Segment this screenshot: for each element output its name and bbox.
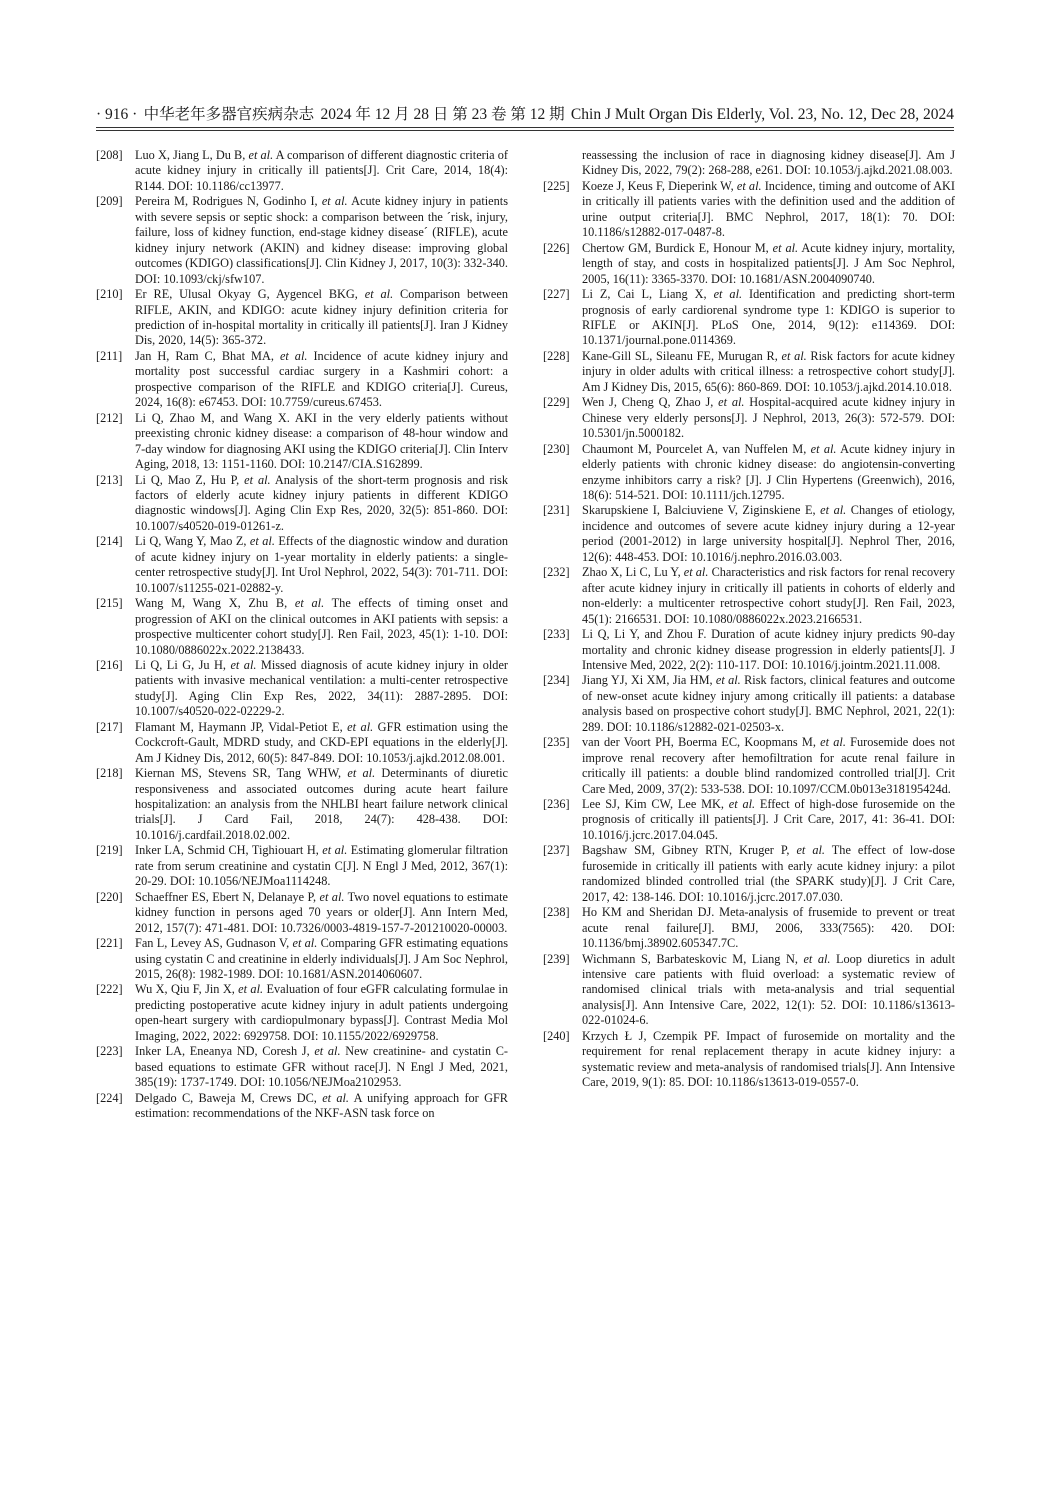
reference-item — [543, 1029, 955, 1091]
reference-number: [235] — [543, 735, 570, 750]
header-rule-bottom — [96, 130, 954, 131]
reference-item — [543, 952, 955, 1029]
reference-text: Delgado C, Baweja M, Crews DC, et al. A unifying approach for GFR estimation: recommendations of the NKF-ASN task force on — [135, 1090, 508, 1121]
reference-text: Lee SJ, Kim CW, Lee MK, et al. Effect of high-dose furosemide on the prognosis of critically ill patients[J]. J Crit Care, 2017, 41: 36-41. DOI: 10.1016/j.jcrc.2017.04.045. — [582, 797, 955, 842]
reference-text: Li Q, Li G, Ju H, et al. Missed diagnosis of acute kidney injury in older patients with invasive mechanical ventilation: a multi-center retrospective study[J]. Aging Clin Exp Res, 2022, 34(11): 2887-2895. DOI: 10.1007/s40520-022-02229-2. — [135, 657, 508, 719]
reference-text: Jan H, Ram C, Bhat MA, et al. Incidence of acute kidney injury and mortality post successful cardiac surgery in a Kashmiri cohort: a prospective comparison of the RIFLE and KDIGO criteria[J]. Cureus, 2024, 16(8): e67453. DOI: 10.7759/cureus.67453. — [135, 348, 508, 410]
reference-item — [96, 982, 508, 1044]
reference-text: Ho KM and Sheridan DJ. Meta-analysis of frusemide to prevent or treat acute renal failure[J]. BMJ, 2006, 333(7565): 420. DOI: 10.1136/bmj.38902.605347.7C. — [582, 905, 955, 951]
reference-number: [228] — [543, 348, 570, 363]
reference-text: Li Q, Zhao M, and Wang X. AKI in the very elderly patients without preexisting chronic kidney disease: a comparison of 48-hour window and 7-day window for diagnosing AKI using the KDIGO criteria[J]. Clin Interv Aging, 2018, 13: 1151-1160. DOI: 10.2147/CIA.S162899. — [135, 410, 508, 472]
reference-text: van der Voort PH, Boerma EC, Koopmans M, et al. Furosemide does not improve renal recovery after hemofiltration for acute renal failure in critically ill patients: a double blind randomized controlled trial[J]. Crit Care Med, 2009, 37(2): 533-538. DOI: 10.1097/CCM.0b013e318195424d. — [582, 735, 955, 796]
reference-number: [217] — [96, 719, 123, 734]
reference-number: [222] — [96, 982, 123, 997]
reference-number: [214] — [96, 534, 123, 549]
reference-item — [96, 349, 508, 411]
reference-item — [543, 442, 955, 504]
reference-text: Wen J, Cheng Q, Zhao J, et al. Hospital-acquired acute kidney injury in Chinese very elderly persons[J]. J Nephrol, 2013, 26(3): 572-579. DOI: 10.5301/jn.5000182. — [582, 395, 955, 441]
reference-item — [96, 658, 508, 720]
reference-number: [221] — [96, 936, 123, 951]
reference-text: Zhao X, Li C, Lu Y, et al. Characteristics and risk factors for renal recovery after acute kidney injury in critically ill patients in cohorts of elderly and non-elderly: a multicenter retrospective cohort study[J]. Ren Fail, 2023, 45(1): 2166531. DOI: 10.1080/0886022x.2023.2166531. — [582, 565, 955, 626]
page-number: · 916 · — [96, 106, 138, 123]
reference-number: [236] — [543, 797, 570, 812]
journal-title-cn: 中华老年多器官疾病杂志 — [143, 106, 315, 123]
reference-text: Inker LA, Eneanya ND, Coresh J, et al. New creatinine- and cystatin C-based equations to estimate GFR without race[J]. N Engl J Med, 2021, 385(19): 1737-1749. DOI: 10.1056/NEJMoa2102953. — [135, 1044, 508, 1090]
reference-item — [543, 905, 955, 951]
reference-number: [209] — [96, 194, 123, 209]
reference-number: [224] — [96, 1090, 123, 1105]
reference-item — [96, 287, 508, 349]
reference-text: Bagshaw SM, Gibney RTN, Kruger P, et al. The effect of low-dose furosemide in critically ill patients with early acute kidney injury: a pilot randomized blinded controlled trial (the SPARK study)[J]. J Crit Care, 2017, 42: 138-146. DOI: 10.1016/j.jcrc.2017.07.030. — [582, 843, 955, 904]
reference-column-right — [543, 148, 955, 1091]
reference-number: [231] — [543, 503, 570, 518]
reference-text: Wang M, Wang X, Zhu B, et al. The effects of timing onset and progression of AKI on the clinical outcomes in AKI patients with sepsis: a prospective multicenter cohort study[J]. Ren Fail, 2023, 45(1): 1-10. DOI: 10.1080/0886022x.2022.2138433. — [135, 596, 509, 657]
reference-column-left — [96, 148, 508, 1122]
reference-number: [215] — [96, 596, 123, 611]
reference-number: [208] — [96, 148, 123, 162]
reference-item — [543, 241, 955, 287]
reference-number: [233] — [543, 627, 570, 642]
reference-text: Chertow GM, Burdick E, Honour M, et al. Acute kidney injury, mortality, length of stay, and costs in hospitalized patients[J]. J Am Soc Nephrol, 2005, 16(11): 3365-3370. DOI: 10.1681/ASN.2004090740. — [582, 240, 955, 286]
reference-item — [96, 1044, 508, 1090]
reference-text: Schaeffner ES, Ebert N, Delanaye P, et al. Two novel equations to estimate kidney function in persons aged 70 years or older[J]. Ann Intern Med, 2012, 157(7): 471-481. DOI: 10.7326/0003-4819-157-7-201210020-00003. — [135, 889, 508, 935]
reference-item — [543, 565, 955, 627]
header-rule-top — [96, 127, 954, 128]
reference-item — [543, 148, 955, 179]
reference-item — [543, 395, 955, 441]
reference-item — [543, 349, 955, 395]
reference-text: Jiang YJ, Xi XM, Jia HM, et al. Risk factors, clinical features and outcome of new-onset acute kidney injury among critically ill patients: a database analysis based on prospective cohort study[J]. BMC Nephrol, 2021, 22(1): 289. DOI: 10.1186/s12882-021-02503-x. — [582, 673, 955, 734]
reference-text: Kiernan MS, Stevens SR, Tang WHW, et al. Determinants of diuretic responsiveness and associated outcomes during acute heart failure hospitalization: an analysis from the NHLBI heart failure network clinical trials[J]. J Card Fail, 2018, 24(7): 428-438. DOI: 10.1016/j.cardfail.2018.02.002. — [135, 766, 508, 842]
reference-text: Inker LA, Schmid CH, Tighiouart H, et al. Estimating glomerular filtration rate from serum creatinine and cystatin C[J]. N Engl J Med, 2012, 367(1): 20-29. DOI: 10.1056/NEJMoa1114248. — [135, 843, 509, 889]
reference-item — [96, 766, 508, 843]
reference-number: [211] — [96, 348, 123, 363]
reference-item — [96, 411, 508, 473]
reference-item — [543, 735, 955, 797]
reference-text: Li Q, Li Y, and Zhou F. Duration of acute kidney injury predicts 90-day mortality and chronic kidney disease progression in elderly patients[J]. J Intensive Med, 2022, 2(2): 110-117. DOI: 10.1016/j.jointm.2021.11.008. — [582, 627, 955, 672]
reference-number: [227] — [543, 287, 570, 302]
reference-item — [96, 890, 508, 936]
reference-number: [237] — [543, 843, 570, 858]
reference-number: [219] — [96, 843, 123, 858]
reference-number: [212] — [96, 410, 123, 425]
running-header — [96, 96, 954, 124]
issue-info-cn: 2024 年 12 月 28 日 第 23 卷 第 12 期 — [320, 106, 565, 123]
reference-text: Flamant M, Haymann JP, Vidal-Petiot E, et al. GFR estimation using the Cockcroft-Gault, MDRD study, and CKD-EPI equations in the elderly[J]. Am J Kidney Dis, 2012, 60(5): 847-849. DOI: 10.1053/j.ajkd.2012.08.001. — [135, 719, 508, 765]
reference-text: Skarupskiene I, Balciuviene V, Ziginskiene E, et al. Changes of etiology, incidence and outcomes of severe acute kidney injury during a 12-year period (2001-2012) in large university hospital[J]. Nephrol Ther, 2016, 12(6): 448-453. DOI: 10.1016/j.nephro.2016.03.003. — [582, 503, 955, 564]
reference-text: Er RE, Ulusal Okyay G, Aygencel BKG, et al. Comparison between RIFLE, AKIN, and KDIGO: acute kidney injury definition criteria for prediction of in-hospital mortality in critically ill patients[J]. Iran J Kidney Dis, 2020, 14(5): 365-372. — [135, 287, 509, 348]
reference-text: Li Q, Wang Y, Mao Z, et al. Effects of the diagnostic window and duration of acute kidney injury on 1-year mortality in elderly patients: a single-center retrospective study[J]. Int Urol Nephrol, 2022, 54(3): 701-711. DOI: 10.1007/s11255-021-02882-y. — [135, 534, 508, 595]
reference-text: Li Q, Mao Z, Hu P, et al. Analysis of the short-term prognosis and risk factors of elderly acute kidney injury patients in different KDIGO diagnostic windows[J]. Aging Clin Exp Res, 2020, 32(5): 851-860. DOI: 10.1007/s40520-019-01261-z. — [135, 472, 508, 533]
reference-number: [220] — [96, 889, 123, 904]
reference-item — [96, 596, 508, 658]
issue-info-en: Chin J Mult Organ Dis Elderly, Vol. 23, No. 12, Dec 28, 2024 — [570, 106, 954, 123]
reference-item — [96, 843, 508, 889]
reference-item — [96, 148, 508, 194]
reference-number: [239] — [543, 951, 570, 966]
reference-text: Luo X, Jiang L, Du B, et al. A comparison of different diagnostic criteria of acute kidney injury in critically ill patients[J]. Crit Care, 2014, 18(4): R144. DOI: 10.1186/cc13977. — [135, 148, 509, 193]
reference-item — [543, 179, 955, 241]
reference-item — [96, 720, 508, 766]
reference-item — [543, 503, 955, 565]
reference-number: [223] — [96, 1044, 123, 1059]
reference-item — [543, 797, 955, 843]
reference-number: [218] — [96, 766, 123, 781]
reference-number: [216] — [96, 657, 123, 672]
reference-number: [240] — [543, 1028, 570, 1043]
reference-text: Chaumont M, Pourcelet A, van Nuffelen M, et al. Acute kidney injury in elderly patients with chronic kidney disease: do angiotensin-converting enzyme inhibitors carry a risk? [J]. J Clin Hypertens (Greenwich), 2016, 18(6): 514-521. DOI: 10.1111/jch.12795. — [582, 441, 956, 502]
reference-number: [230] — [543, 441, 570, 456]
reference-number: [226] — [543, 240, 570, 255]
reference-number: [234] — [543, 673, 570, 688]
reference-text: Koeze J, Keus F, Dieperink W, et al. Incidence, timing and outcome of AKI in critically ill patients varies with the definition used and the addition of urine output criteria[J]. BMC Nephrol, 2017, 18(1): 70. DOI: 10.1186/s12882-017-0487-8. — [582, 178, 955, 240]
reference-number: [229] — [543, 395, 570, 410]
reference-text: Krzych Ł J, Czempik PF. Impact of furosemide on mortality and the requirement for renal replacement therapy in acute kidney injury: a systematic review and meta-analysis of randomised trials[J]. Ann Intensive Care, 2019, 9(1): 85. DOI: 10.1186/s13613-019-0557-0. — [582, 1028, 955, 1090]
reference-item — [96, 1091, 508, 1122]
reference-text: reassessing the inclusion of race in diagnosing kidney disease[J]. Am J Kidney Dis, 2022, 79(2): 268-288, e261. DOI: 10.1053/j.ajkd.2021.08.003. — [582, 148, 955, 178]
reference-number: [238] — [543, 905, 570, 920]
reference-item — [543, 627, 955, 673]
reference-item — [96, 534, 508, 596]
reference-text: Wichmann S, Barbateskovic M, Liang N, et al. Loop diuretics in adult intensive care patients with fluid overload: a systematic review of randomised clinical trials with meta-analysis and trial sequential analysis[J]. Ann Intensive Care, 2022, 12(1): 52. DOI: 10.1186/s13613-022-01024-6. — [582, 951, 955, 1028]
reference-text: Fan L, Levey AS, Gudnason V, et al. Comparing GFR estimating equations using cystatin C and creatinine in elderly individuals[J]. J Am Soc Nephrol, 2015, 26(8): 1982-1989. DOI: 10.1681/ASN.2014060607. — [135, 936, 509, 982]
reference-number: [232] — [543, 565, 570, 580]
reference-text: Li Z, Cai L, Liang X, et al. Identification and predicting short-term prognosis of early cardiorenal syndrome type 1: KDIGO is superior to RIFLE or AKIN[J]. PLoS One, 2014, 9(12): e114369. DOI: 10.1371/journal.pone.0114369. — [582, 287, 955, 348]
reference-number: [213] — [96, 472, 123, 487]
reference-text: Wu X, Qiu F, Jin X, et al. Evaluation of four eGFR calculating formulae in predicting postoperative acute kidney injury in adult patients undergoing open-heart surgery with cardiopulmonary bypass[J]. Contrast Media Mol Imaging, 2022, 2022: 6929758. DOI: 10.1155/2022/6929758. — [135, 982, 509, 1043]
reference-number: [210] — [96, 287, 123, 302]
reference-text: Pereira M, Rodrigues N, Godinho I, et al. Acute kidney injury in patients with severe sepsis or septic shock: a comparison between the ´risk, injury, failure, loss of kidney function, end-stage kidney disease´ (RIFLE), acute kidney injury network (AKIN) and kidney disease: improving global outcomes (KDIGO) classifications[J]. Clin Kidney J, 2017, 10(3): 332-340. DOI: 10.1093/ckj/sfw107. — [135, 194, 508, 286]
reference-item — [543, 287, 955, 349]
reference-text: Kane-Gill SL, Sileanu FE, Murugan R, et al. Risk factors for acute kidney injury in older adults with critical illness: a retrospective cohort study[J]. Am J Kidney Dis, 2015, 65(6): 860-869. DOI: 10.1053/j.ajkd.2014.10.018. — [582, 348, 955, 394]
reference-item — [96, 194, 508, 287]
reference-item — [543, 673, 955, 735]
reference-item — [96, 473, 508, 535]
reference-number: [225] — [543, 178, 570, 193]
reference-item — [543, 843, 955, 905]
reference-item — [96, 936, 508, 982]
